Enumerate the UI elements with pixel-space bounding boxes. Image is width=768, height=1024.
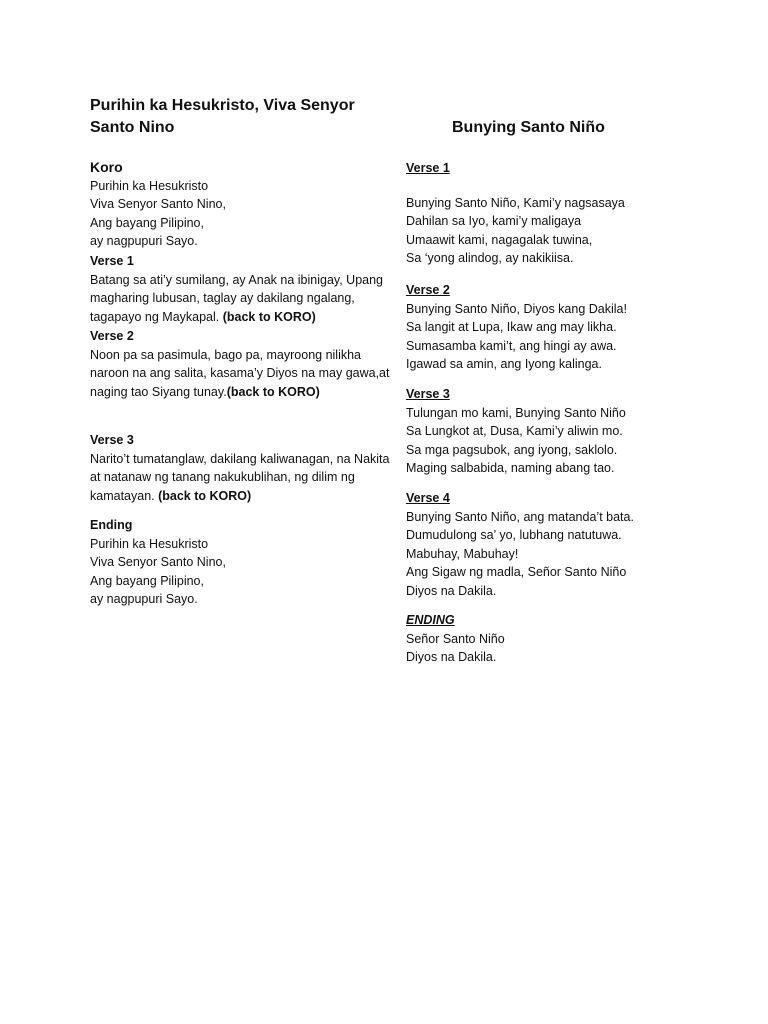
- back-to-koro-note: (back to KORO): [158, 488, 252, 503]
- koro-line: ay nagpupuri Sayo.: [90, 234, 198, 248]
- right-verse-1-heading: Verse 1: [406, 161, 450, 175]
- left-verse-1-heading: Verse 1: [90, 254, 134, 268]
- right-verse-2-section: [406, 281, 706, 374]
- right-verse-3-line: Tulungan mo kami, Bunying Santo Niño: [406, 405, 626, 420]
- left-verse-2-heading: Verse 2: [90, 329, 134, 343]
- right-verse-1-line: Umaawit kami, nagagalak tuwina,: [406, 232, 593, 247]
- right-verse-2-line: Bunying Santo Niño, Diyos kang Dakila!: [406, 301, 627, 316]
- left-verse-3-body: Narito’t tumatanglaw, dakilang kaliwanagan, na Nakita at natanaw ng tanang nakukublihan, ng dilim ng kamatayan.: [90, 451, 390, 503]
- right-verse-3-line: Sa mga pagsubok, ang iyong, saklolo.: [406, 442, 618, 457]
- ending-line: Ang bayang Pilipino,: [90, 573, 204, 588]
- right-verse-4-line: Bunying Santo Niño, ang matanda’t bata.: [406, 509, 634, 524]
- right-verse-2-heading: Verse 2: [406, 283, 450, 297]
- right-verse-3-line: Sa Lungkot at, Dusa, Kami’y aliwin mo.: [406, 424, 623, 438]
- left-verse-3-text: [90, 450, 390, 506]
- right-verse-3-line: Maging salbabida, naming abang tao.: [406, 461, 615, 475]
- left-verse-1-text: [90, 271, 390, 327]
- right-verse-2-line: Sumasamba kami’t, ang hingi ay awa.: [406, 338, 617, 353]
- right-verse-1-section: [406, 159, 706, 268]
- left-verse-2-text: [90, 346, 390, 402]
- back-to-koro-note: (back to KORO): [222, 309, 316, 324]
- right-verse-4-line: Ang Sigaw ng madla, Señor Santo Niño: [406, 565, 627, 579]
- right-verse-4-section: [406, 489, 706, 600]
- ending-line: Viva Senyor Santo Nino,: [90, 555, 226, 569]
- right-verse-4-heading: Verse 4: [406, 491, 450, 505]
- left-verse-2-section: [90, 327, 390, 401]
- right-verse-2-line: Igawad sa amin, ang Iyong kalinga.: [406, 357, 602, 371]
- right-verse-4-line: Dumudulong sa’ yo, lubhang natutuwa.: [406, 528, 622, 542]
- left-ending-heading: Ending: [90, 518, 133, 532]
- koro-section: [90, 158, 390, 251]
- right-verse-2-line: Sa langit at Lupa, Ikaw ang may likha.: [406, 320, 617, 334]
- back-to-koro-note: (back to KORO): [226, 384, 320, 399]
- left-verse-2-body: Noon pa sa pasimula, bago pa, mayroong nilikha naroon na ang salita, kasama’y Diyos na may gawa,at naging tao Siyang tunay.: [90, 347, 390, 399]
- koro-line: Purihin ka Hesukristo: [90, 178, 209, 193]
- left-verse-3-heading: Verse 3: [90, 433, 134, 447]
- left-song-title: Purihin ka Hesukristo, Viva Senyor Santo Nino: [90, 97, 355, 136]
- koro-line: Viva Senyor Santo Nino,: [90, 197, 226, 211]
- right-verse-4-line: Diyos na Dakila.: [406, 583, 497, 598]
- koro-line: Ang bayang Pilipino,: [90, 215, 204, 230]
- ending-line: ay nagpupuri Sayo.: [90, 592, 198, 606]
- right-verse-4-line: Mabuhay, Mabuhay!: [406, 546, 519, 561]
- koro-heading: Koro: [90, 159, 123, 175]
- ending-line: Purihin ka Hesukristo: [90, 536, 209, 551]
- left-verse-1-section: [90, 252, 390, 326]
- right-verse-1-line: Sa ‘yong alindog, ay nakikiisa.: [406, 251, 574, 265]
- right-song-title: Bunying Santo Niño: [452, 119, 605, 136]
- right-ending-line: Señor Santo Niño: [406, 631, 505, 646]
- right-verse-1-line: Bunying Santo Niño, Kami’y nagsasaya: [406, 195, 625, 210]
- left-verse-3-section: [90, 431, 390, 505]
- left-ending-section: [90, 516, 390, 609]
- right-verse-1-line: Dahilan sa Iyo, kami’y maligaya: [406, 214, 582, 228]
- left-verse-1-body: Batang sa ati’y sumilang, ay Anak na ibinigay, Upang magharing lubusan, taglay ay dakilang ngalang, tagapayo ng Maykapal.: [90, 272, 384, 324]
- right-ending-line: Diyos na Dakila.: [406, 650, 497, 664]
- right-ending-heading: ENDING: [406, 613, 455, 627]
- right-verse-3-heading: Verse 3: [406, 387, 450, 401]
- right-verse-3-section: [406, 385, 706, 478]
- right-ending-section: [406, 611, 706, 667]
